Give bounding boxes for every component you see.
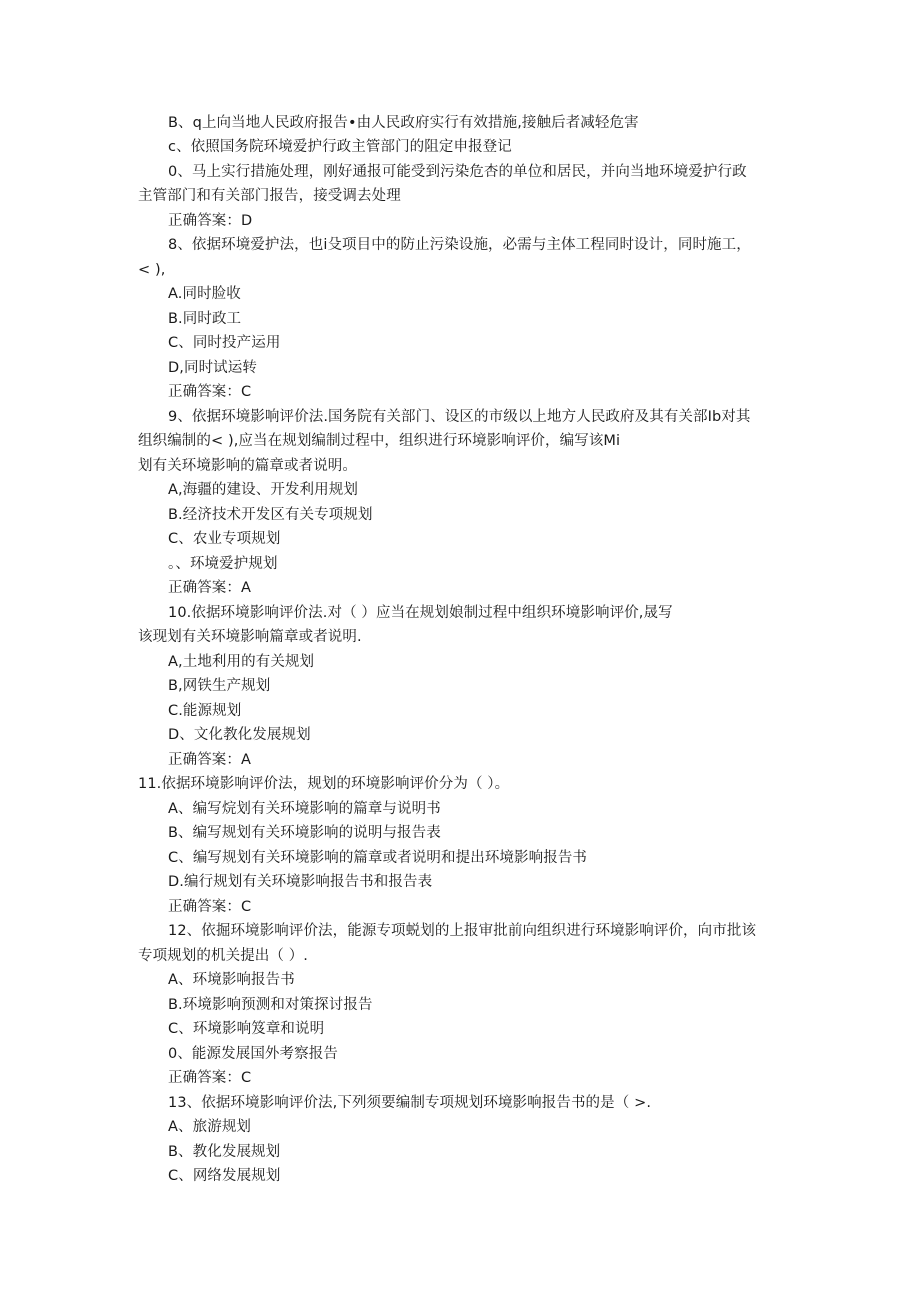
answer-line: 正确答案：C xyxy=(168,384,252,400)
option-line: A、旅游规划 xyxy=(168,1119,252,1135)
text-line: 主管部门和有关部门报告，接受调去处理 xyxy=(138,188,401,204)
option-line: B.环境影响预测和对策探讨报告 xyxy=(168,997,373,1013)
question-line: 13、依据环境影响评价法,下列须要编制专项规划环境影响报告书的是（ >. xyxy=(168,1095,652,1111)
option-line: 。、环境爱护规划 xyxy=(168,556,278,572)
option-line: D,同时试运转 xyxy=(168,360,257,376)
answer-line: 正确答案：C xyxy=(168,899,252,915)
option-line: C、编写规划有关环境影响的篇章或者说明和提出环境影响报告书 xyxy=(168,850,588,866)
option-line: C、同时投产运用 xyxy=(168,335,281,351)
text-line: 专项规划的机关提出（ ）. xyxy=(138,948,309,964)
question-line: 12、依掘环境影响评价法，能源专项蜕划的上报审批前向组织进行环境影响评价，向市批该 xyxy=(168,923,757,939)
option-line: B.同时政工 xyxy=(168,311,242,327)
option-line: B.经济技术开发区有关专项规划 xyxy=(168,507,373,523)
question-line: 8、依据环境爱护法，也i殳项目中的防止污染设施，必需与主体工程同时设计，同时施工， xyxy=(168,237,751,253)
option-line: D.编行规划有关环境影响报告书和报告表 xyxy=(168,874,433,890)
option-line: C、农业专项规划 xyxy=(168,531,281,547)
option-line: A,土地利用的有关规划 xyxy=(168,654,315,670)
option-line: A.同时脸收 xyxy=(168,286,241,302)
answer-line: 正确答案：A xyxy=(168,752,252,768)
option-line: A、编写烷划有关环境影响的篇章与说明书 xyxy=(168,801,441,817)
text-line: c、依照国务院环境爱护行政主管部门的阻定申报登记 xyxy=(168,139,512,155)
text-line: 组织编制的< ),应当在规划编制过程中，组织进行环境影响评价，编写该Mi xyxy=(138,433,621,449)
text-line: 划有关环境影响的篇章或者说明。 xyxy=(138,458,357,474)
text-line: < ), xyxy=(138,262,166,278)
option-line: B、教化发展规划 xyxy=(168,1144,281,1160)
option-line: A、环境影响报告书 xyxy=(168,972,295,988)
option-line: D、文化教化发展规划 xyxy=(168,727,311,743)
answer-line: 正确答案：C xyxy=(168,1070,252,1086)
text-line: 该现划有关环境影响篇章或者说明. xyxy=(138,629,362,645)
option-line: B,网铁生产规划 xyxy=(168,678,271,694)
answer-line: 正确答案：A xyxy=(168,580,252,596)
option-line: C.能源规划 xyxy=(168,703,242,719)
option-line: C、环境影响笈章和说明 xyxy=(168,1021,325,1037)
question-line: 10.依据环境影响评价法.对（ ）应当在规划娘制过程中组织环境影响评价,晟写 xyxy=(168,605,673,621)
question-line: 11.依据环境影响评价法，规划的环境影响评价分为（ ）。 xyxy=(138,776,510,792)
option-line: B、编写规划有关环境影响的说明与报告表 xyxy=(168,825,441,841)
text-line: 0、马上实行措施处理，刚好通报可能受到污染危杏的单位和居民，并向当地环境爱护行政 xyxy=(168,164,747,180)
option-line: C、网络发展规划 xyxy=(168,1168,281,1184)
answer-line: 正确答案：D xyxy=(168,213,253,229)
question-line: 9、依据环境影响评价法.国务院有关部门、设区的市级以上地方人民政府及其有关部Ib对其 xyxy=(168,409,751,425)
text-line: B、q上向当地人民政府报告•由人民政府实行有效措施,接触后者减轻危害 xyxy=(168,115,639,131)
option-line: A,海疆的建设、开发利用规划 xyxy=(168,482,358,498)
option-line: 0、能源发展国外考察报告 xyxy=(168,1046,338,1062)
